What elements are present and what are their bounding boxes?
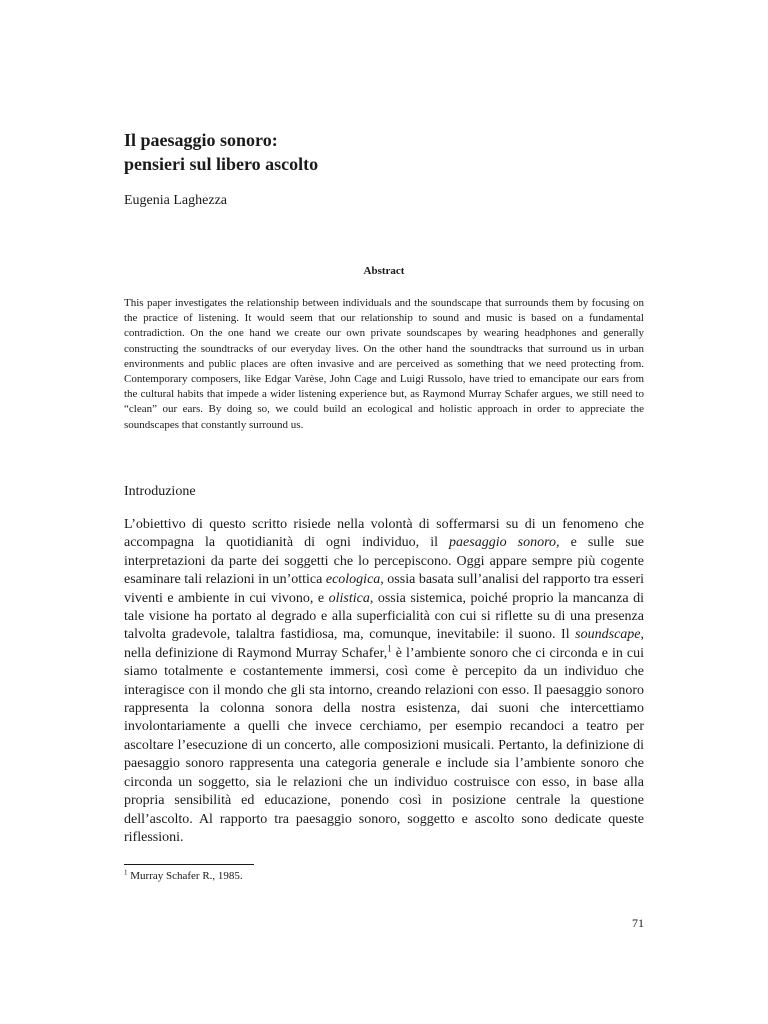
footnote-number: 1: [124, 868, 128, 877]
footnote-separator: [124, 864, 254, 865]
paragraph-text: L’obiettivo di questo scritto risiede nella volontà di soffermarsi su di un fenomeno che accompagna la quotidianità di ogni individuo, il: [124, 517, 644, 551]
italic-term: olistica: [328, 590, 370, 606]
footnote-reference[interactable]: 1: [387, 643, 392, 654]
paragraph-text: e sulle sue interpretazioni da parte dei soggetti che lo percepiscono. Oggi appare sempre più cogente esaminare tali relazioni in un’ottica: [124, 535, 644, 588]
page-number: 71: [632, 916, 644, 930]
paragraph-text: è l’ambiente sonoro che ci circonda e in cui siamo totalmente e costantemente immersi, così come è percepito da un individuo che interagisce con il mondo che gli sta intorno, creando relazioni con esso. Il paesaggio sonoro rappresenta la colonna sonora della nostra esistenza, dai suoni che intercettiamo involontariamente a quelli che invece cerchiamo, per esempio recandoci a teatro per ascoltare l’esecuzione di un concerto, alle composizioni musicali. Pertanto, la definizione di paesaggio sonoro rappresenta una categoria generale e include sia l’ambiente sonoro che circonda un soggetto, sia le relazioni che un individuo costruisce con esso, in base alla propria sensibilità ed educazione, ponendo così in posizione centrale la questione dell’ascolto. Al rapporto tra paesaggio sonoro, soggetto e ascolto sono dedicate queste riflessioni.: [124, 645, 644, 845]
abstract-text: This paper investigates the relationship between individuals and the soundscape that surrounds them by focusing on the practice of listening. It would seem that our relationship to sound and music is based on a fundamental contradiction. On the one hand we create our own private soundscapes by wearing headphones and generally constructing the soundtracks of our everyday lives. On the other hand the soundtracks that surround us in urban environments and public places are often invasive and are perceived as something that we need protecting from. Contemporary composers, like Edgar Varèse, John Cage and Luigi Russolo, have tried to emancipate our ears from the cultural habits that impede a wider listening experience but, as Raymond Murray Schafer argues, we still need to “clean” our ears. By doing so, we could build an ecological and holistic approach in order to appreciate the soundscapes that constantly surround us.: [124, 297, 644, 431]
italic-term: ecologica: [325, 572, 381, 588]
title-line-1: Il paesaggio sonoro:: [124, 130, 278, 150]
footnote: [124, 869, 243, 883]
section-heading-introduzione: Introduzione: [124, 484, 196, 499]
footnote-text: Murray Schafer R., 1985.: [127, 870, 243, 882]
paragraph-text: , ossia basata sull’analisi del rapporto tra esseri viventi e ambiente in cui vivono, e: [124, 572, 645, 606]
paragraph-text: , nella definizione di Raymond Murray Schafer,: [124, 627, 644, 661]
italic-term: soundscape: [575, 627, 641, 643]
abstract-heading: Abstract: [363, 265, 405, 277]
italic-term: paesaggio sonoro,: [449, 535, 560, 551]
title-line-2: pensieri sul libero ascolto: [124, 154, 319, 174]
article-title: [124, 128, 644, 176]
paragraph-text: , ossia sistemica, poiché proprio la mancanza di tale visione ha portato al degrado e alla superficialità con cui si riflette su di una presenza talvolta gradevole, talaltra fastidiosa, ma, comunque, inevitabile: il suono. Il: [124, 590, 644, 643]
introduction-paragraph: [124, 516, 644, 847]
author-name: Eugenia Laghezza: [124, 193, 227, 208]
